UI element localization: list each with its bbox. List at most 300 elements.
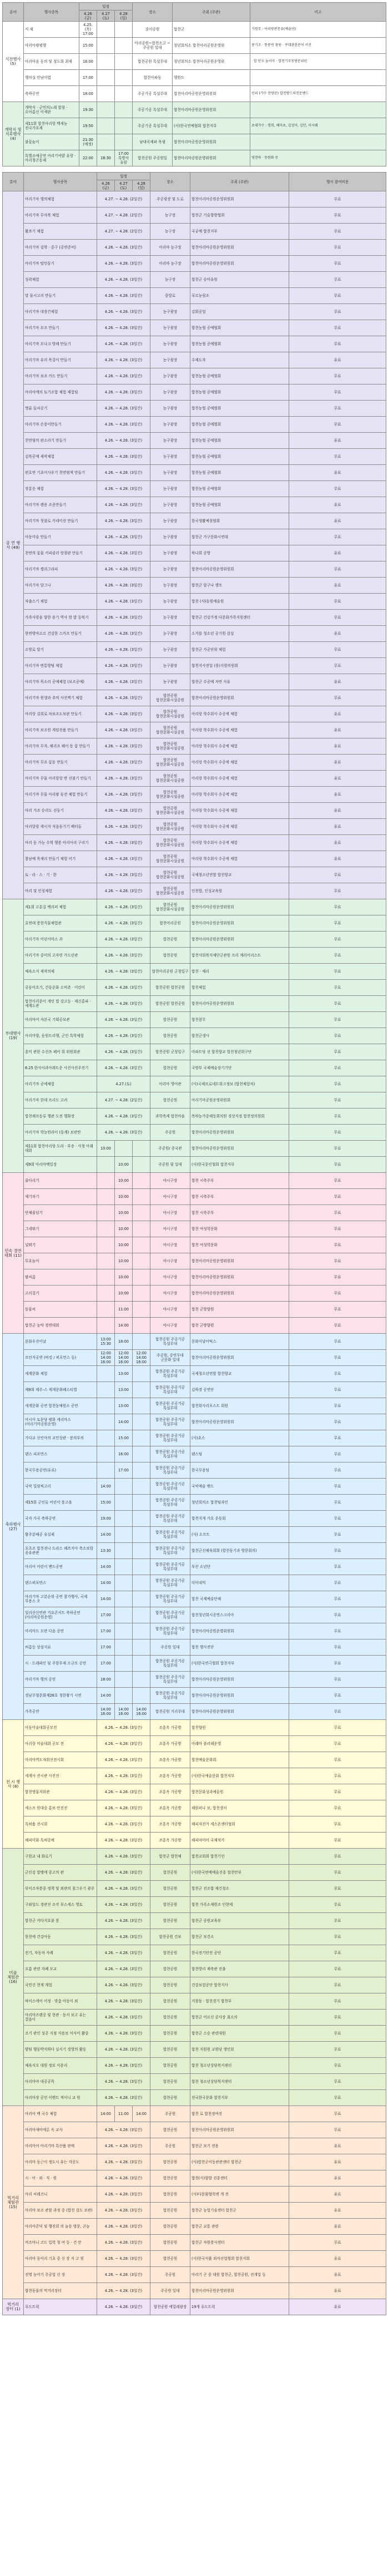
event-name: 군인감 합병에 중고의 관 [24,1865,97,1881]
event-fee: 무료 [289,1784,386,1800]
event-time-day1: 18:00 [79,86,97,102]
event-time-day1: 18:00 [97,1672,115,1688]
event-name: 아리기마 모나크 방패 만들기 [24,336,97,352]
event-row [3,1462,386,1479]
event-date-range: 4.26. ~ 4.28. (3일간) [97,2283,150,2299]
event-host: 합천 청소년상담복지센터 [190,2074,289,2090]
section-label: 개막식 및 식후행사 (4) [3,102,24,166]
event-fee: 무료 [289,1253,386,1269]
event-date-range: 4.26. ~ 4.28. (3일간) [97,2010,150,2026]
event-fee: 유료 [289,2138,386,2154]
event-name: 호연대 봉헌식물체험관 [24,915,97,932]
event-name: 가다교 신인아의 교민상관 · 봉의부의 [24,1430,97,1446]
event-host: 합천방리 제축관 진출 [190,1961,289,1977]
event-time-day1: 15:00 [79,38,97,54]
event-place: 농구광장 [150,594,190,610]
event-host: 합천군 기술향방협회 [190,208,289,224]
event-note: 인피 (가수 찬량분) 합천방드의전문밴드 [250,86,386,102]
event-date-range: 4.26. ~ 4.28. (3일간) [97,642,150,658]
event-place: 농구광장 [150,417,190,433]
event-row [3,1897,386,1913]
event-host: 합천교회회 합천기인 [190,1849,289,1865]
event-date-range: 4.26. ~ 4.28. (3일간) [97,1977,150,1993]
event-date-range: 4.26. ~ 4.28. (3일간) [97,320,150,336]
program-events-table [2,172,386,2315]
section-label: 축하행사 (27) [3,1334,24,1720]
event-date-range: 4.26. ~ 4.28. (3일간) [97,2154,150,2170]
event-date-range: 4.26. ~ 4.28. (3일간) [97,1720,150,1736]
event-date-range: 4.26. ~ 4.28. (3일간) [97,2090,150,2106]
event-date-range: 4.26. ~ 4.28. (3일간) [97,1881,150,1897]
event-name: 프린지공연 (버킹 / 퍼포먼스 등) [24,1350,97,1366]
event-fee: 무료 [289,1109,386,1125]
event-time-day2 [115,1141,133,1157]
event-host: 청년회의소 합천팀과인 [190,1495,289,1511]
event-host: 합천회사리포스트 회원 [190,1398,289,1414]
event-host: (사)다문화협력센 개 전 [190,2187,289,2203]
event-name: 아리기마 무물 아리달랑 반 선불기 만들기 [24,771,97,787]
event-time-day3 [115,102,133,118]
event-place: 주공기공 특설무대 [133,102,173,118]
event-date-range: 4.26. ~ 4.28. (3일간) [97,867,150,883]
event-name: 말 물시고리 만들기 [24,288,97,304]
event-time-day1 [97,1221,115,1237]
event-time-day3 [133,1286,150,1302]
event-name: 아리기마 모조 만들기 [24,320,97,336]
event-row [3,1028,386,1044]
event-time-day3 [133,1334,150,1350]
event-fee: 무료 [289,1849,386,1865]
event-place: 농구광장 [150,481,190,497]
event-host: 합천아리마공원운영위원회 [190,1704,289,1720]
event-fee: 무료 [289,384,386,401]
event-fee: 무료 [289,2010,386,2026]
event-fee: 무료 [289,642,386,658]
event-name: 자출스기 체험 [24,594,97,610]
event-name: 참남예 목재리 만들기 체험 어기 [24,851,97,867]
event-fee: 유료 [289,706,386,722]
event-name: 아리마어 아리기마 특산품 판매 [24,2138,97,2154]
event-host: 아리기 곤 중 대원 합천군, 합천공원, 전개업 등 [190,2267,289,2283]
event-name: 아리기마 학농원라이 (동계) 보관탄 [24,1125,97,1141]
event-place: 합천공원 [150,1028,190,1044]
event-time-day1 [97,1253,115,1269]
event-time-day1 [97,1462,115,1479]
event-time-day2 [97,118,115,134]
event-row [3,722,386,738]
event-time-day1: 14:00 [97,1575,115,1591]
event-note [250,134,386,150]
event-fee: 무료 [289,883,386,899]
event-place: 아리마 농구장 [150,240,190,256]
event-time-day2 [115,1656,133,1672]
event-name: 고리걸기 [24,1286,97,1302]
event-row [3,2187,386,2203]
event-fee: 무료 [289,1527,386,1543]
event-host: 댄스팀 [190,1446,289,1462]
event-row [3,755,386,771]
event-host: 합천아리마공원운영위원회 [190,1350,289,1366]
event-name: 아리마즈렌공 및 현관 · 동서 보고 유는 결음이 [24,2010,97,2026]
event-name: 아리기마 첫불로 카네이션 만들기 [24,513,97,529]
event-name: 가족공연 [24,1704,97,1720]
event-row [3,1688,386,1704]
event-time-day1: 10:00 [97,1141,115,1157]
event-place: 합천공원 [150,2074,190,2090]
event-place: 합천공원 [150,2187,190,2203]
event-fee: 무료 [289,1881,386,1897]
event-fee: 유료 [289,738,386,755]
event-date-range: 4.26. ~ 4.28. (3일간) [97,980,150,996]
event-fee: 무료 [289,1446,386,1462]
event-host: 합천(사)향발 진흥센터 [190,2170,289,2187]
event-fee: 무료 [289,690,386,706]
event-fee: 무료 [289,1076,386,1092]
event-place: 합천공원 합천문화시설공원 [150,835,190,851]
event-host: 거창동 · 합천경기 합천부 [190,1993,289,2010]
event-row [3,2106,386,2122]
event-fee: 무료 [289,1688,386,1704]
event-row [3,401,386,417]
event-row [3,658,386,674]
event-row [3,1173,386,1189]
event-fee: 유료 [289,851,386,867]
event-place: 합천공원 주공기공 특설무대 [150,1479,190,1495]
header-place: 장소 [133,3,173,22]
section-label: 먹거리 장터 (1) [3,2299,24,2315]
header-host: 주최 (주관) [190,173,289,191]
event-host: 합천참무 [190,1012,289,1028]
event-host: 합천 · 체리 [190,964,289,980]
event-date-range: 4.26. ~ 4.28. (3일간) [97,899,150,915]
event-fee: 무료 [289,1125,386,1141]
event-row [3,54,386,70]
event-fee: 무료 [289,1623,386,1639]
event-date-range: 4.26. ~ 4.28. (3일간) [97,1929,150,1945]
event-time-day2: 12:00 14:00 16:00 [115,1350,133,1366]
event-fee: 무료 [289,1382,386,1398]
event-place: 합천공원 합천문화시설공원 [150,771,190,787]
event-name: 양팀 행동박지하다 실서기 경영의 활동 [24,2042,97,2058]
event-row [3,1237,386,1253]
event-note [250,70,386,86]
event-time-day1: 13:00 15:30 [97,1334,115,1350]
event-host: 합천군 건강가정 다문화가족지원센터 [190,610,289,626]
event-fee: 무료 [289,191,386,208]
event-row [3,1366,386,1382]
event-time-day2 [115,1639,133,1656]
event-row [3,2170,386,2187]
event-name: 개막식 · 군민의노래 합창 · 오아름신 이색판 [24,102,79,118]
header-day-1: 4.26 (금) [97,180,115,191]
event-fee: 무료 [289,594,386,610]
event-row [3,2283,386,2299]
event-time-day1 [97,1302,115,1318]
event-host: 합천군 진조합 재건청소 [190,1881,289,1897]
event-date-range: 4.26. ~ 4.28. (3일간) [97,964,150,980]
event-time-day3 [115,38,133,54]
event-host: 국제청소년연합 합천향교 [190,1366,289,1382]
event-name: 제15회 군인들 어린이 풍고을 [24,1495,97,1511]
event-time-day3 [133,1414,150,1430]
event-date-range: 4.26. ~ 4.28. (3일간) [97,2235,150,2251]
event-host: 합천군 어르신 공사장 최소의 [190,2010,289,2026]
event-fee: 무료 [289,1141,386,1157]
event-row [3,1865,386,1881]
event-host: 합천군생사 [190,1028,289,1044]
event-date-range: 4.26. ~ 4.28. (3일간) [97,819,150,835]
event-fee: 유료 [289,513,386,529]
event-place: 합천아파동 [133,70,173,86]
event-place: 합천공원 합천문화시설공원 [150,690,190,706]
event-date-range: 4.26. ~ 4.28. (3일간) [97,787,150,803]
event-time-day2 [115,1688,133,1704]
event-time-day3 [115,134,133,150]
event-row [3,851,386,867]
event-name: 오름 관련 자폐 모교 [24,1961,97,1977]
event-fee: 유료 [289,2203,386,2219]
event-host: 합천아리마공원운영위원회 [190,932,289,948]
event-time-day2 [97,22,115,38]
event-row [3,191,386,208]
event-row [3,1302,386,1318]
event-fee: 무료 [289,401,386,417]
event-place: 야시구장 [150,1269,190,1286]
event-place: 주공원 [150,1125,190,1141]
event-fee: 무료 [289,1269,386,1286]
event-name: 체육소지 제작의체 [24,964,97,980]
event-place: 주공기공 특설무대 [133,118,173,134]
event-name: 황주분배공 유실제 [24,1527,97,1543]
event-row [3,481,386,497]
event-date-range: 4.26. ~ 4.28. (3일간) [97,465,150,481]
event-time-day1: 22:00 [79,150,97,166]
event-row [3,352,386,368]
event-name: 합천해프동류 행관 도전 행화장 [24,1109,97,1125]
event-time-day1: 19:00 [97,1511,115,1527]
event-time-day2: 13:00 [115,1398,133,1414]
event-date-range: 4.26. ~ 4.28. (3일간) [97,803,150,819]
event-name: 아리마장 공인 이벤트 적이니 교 원 [24,2090,97,2106]
event-host: 행원드 [173,70,250,86]
event-host: 합천아리마공원운영위원회 [173,86,250,102]
event-fee: 무료 [289,1221,386,1237]
event-host: 문화이날아틱스 [190,1334,289,1350]
event-time-day2 [115,1672,133,1688]
event-host: 합천아리마공원운영위원회 [190,915,289,932]
event-date-range: 4.26. ~ 4.28. (3일간) [97,256,150,272]
header-day-1: 4.26 (금) [79,11,97,22]
event-fee: 유료 [289,2299,386,2315]
event-host: 청년회의소 합천아리공원운영위 [173,38,250,54]
event-time-day3 [133,1639,150,1656]
event-name: 세계문화 체험 [24,1366,97,1382]
event-host: 합천군 자원봉사센터 [190,2235,289,2251]
event-name: 포츠조 합천퀴나 드라스 해쓰지아 축소보람 종유관관 [24,1543,97,1559]
event-row [3,1318,386,1334]
event-fee: 무료 [289,481,386,497]
event-host: (사)한국문인협회 합천지부 [190,1157,289,1173]
event-fee: 무료 [289,1398,386,1414]
event-name: 아리마 동근이 정도시 유는 자공도 [24,2154,97,2170]
event-host: 아리랑 학수회사 수공에 체험 [190,787,289,803]
event-row [3,134,386,150]
event-date-range: 4.26. ~ 4.28. (3일간) [97,368,150,384]
event-host: 목하농가중해등회의원 경상지정 합천정의원회 [190,1109,289,1125]
event-row [3,1704,386,1720]
event-host: 합천군 보기 전용 [190,2138,289,2154]
event-time-day3 [133,1430,150,1446]
event-fee: 무료 [289,1865,386,1881]
event-row [3,2235,386,2251]
event-place: 합천공원 [150,2219,190,2235]
event-host: 아리랑 학수회사 수공에 체험 [190,771,289,787]
event-time-day2: 13:00 [115,1366,133,1382]
event-row [3,1816,386,1833]
event-name: 국자 가곡 축하공연 [24,1511,97,1527]
event-host: 합천아리마공원운영위원회 [173,134,250,150]
event-host: 합천아리마공원운영위원회 [190,996,289,1012]
event-fee: 무료 [289,996,386,1012]
section-label: 민속 경연 대회 (11) [3,1173,24,1334]
event-row [3,1350,386,1366]
event-fee: 무료 [289,561,386,578]
event-time-day3 [133,1398,150,1414]
event-note: 기원무 · 아리랑판문유(예술단) [250,22,386,38]
event-name: 합천군 농악 경연대회 [24,1318,97,1334]
event-time-day1: 17:00 [97,1623,115,1639]
event-place: 합천공원 주공기공 특설무대 [150,1543,190,1559]
event-date-range: 4.26. ~ 4.28. (3일간) [97,1044,150,1060]
event-host: 합천군 공원교육부 [190,1913,289,1929]
header-place: 장소 [150,173,190,191]
event-name: 행차실 안남이엽 [24,70,79,86]
event-host: 아리랑 학수회사 수공에 체험 [190,706,289,722]
event-host: 부산 소년단 [190,1559,289,1575]
event-time-day1: 12:00 14:00 16:00 [97,1350,115,1366]
event-place: 농구광장 [150,304,190,320]
event-host: 합천군 농업기술센터 합천군 [190,2203,289,2219]
event-name: 아리아콘덕 및 행진회 의 놀동 방문, 곤농 [24,2219,97,2235]
event-fee: 무료 [289,240,386,256]
event-row [3,819,386,835]
event-date-range: 4.26. ~ 4.28. (3일간) [97,738,150,755]
event-fee: 무료 [289,2058,386,2074]
event-row [3,224,386,240]
event-place: 야시구장 [150,1189,190,1205]
event-host: 수제도자 [190,352,289,368]
event-name: 세계사 전시관 사진전 [24,1768,97,1784]
event-time-day1 [97,1366,115,1382]
event-place: 합천공원 주공기공 특설무대 [150,1575,190,1591]
event-place: 합천공원 합천공원 [150,980,190,996]
event-host: 아리랑 학수회사 수공에 체험 [190,722,289,738]
event-host: 합천체험 [190,980,289,996]
event-name: 6.25 한사아과아레트운 사진사진우전기 [24,1060,97,1076]
event-host: 건강보험공단 합천지사 [190,1977,289,1993]
event-host: (사)국제프로네트워크정보 (합천체험처) [190,1076,289,1092]
event-row [3,594,386,610]
event-row [3,118,386,134]
event-name: 국민건 현계 계업 [24,1977,97,1993]
event-time-day3 [133,1221,150,1237]
event-row [3,1559,386,1575]
event-host: (사) 소프트 [190,1527,289,1543]
event-row [3,529,386,545]
event-time-day2: 10:00 [115,1286,133,1302]
event-fee: 무료 [289,1897,386,1913]
event-row [3,738,386,755]
event-name: 시 · 드레파인 및 주한무재 소규모 공연 [24,1656,97,1672]
event-name: 아리랑 미술대회 공모 전 [24,1736,97,1752]
event-date-range: 4.26. ~ 4.28. (3일간) [97,1800,150,1816]
event-row [3,22,386,38]
event-time-day2: 10:00 [115,1157,133,1173]
event-fee: 무료 [289,1205,386,1221]
event-row [3,1012,386,1028]
event-time-day3 [133,1318,150,1334]
event-fee: 무료 [289,1800,386,1816]
event-host: 해원퍼나 보, 합천생서 [190,1800,289,1816]
event-place: 조흥옥 가공방 [150,1800,190,1816]
event-name: 불꽃놀이 [24,134,79,150]
event-name: 아리기마 고분순위 공연 참가행사, 국제 무용스 오 [24,1591,97,1607]
event-time-day1 [97,1157,115,1173]
event-host: 국방부 국제예술장기기단 [190,1060,289,1076]
event-name: 합천군 커다지호불 봉 [24,1913,97,1929]
event-time-day1 [97,1286,115,1302]
event-row [3,1269,386,1286]
event-host: 합천아리마공원운영위원회 [190,690,289,706]
event-time-day1 [97,1382,115,1398]
event-place: 합천아리공원 군청입구 [150,964,190,980]
event-date-range: 4.26. ~ 4.28. (3일간) [97,545,150,561]
event-name: 댄스 피포먼스 [24,1446,97,1462]
event-host: 합천 국제예술단체 [190,1591,289,1607]
event-fee: 무료 [289,1430,386,1446]
event-row [3,771,386,787]
event-row [3,803,386,819]
event-date-range: 4.26. ~ 4.28. (3일간) [97,883,150,899]
event-time-day1 [97,1318,115,1334]
event-date-range: 4.26. ~ 4.28. (3일간) [97,2267,150,2283]
event-place: 야시구장 [150,1221,190,1237]
event-date-range: 4.26. ~ 4.28. (3일간) [97,2074,150,2090]
event-place: 합천공원 합천문화시설공원 [150,851,190,867]
event-time-day3 [115,86,133,102]
event-place: 합천공원 주공기공 특설무대 [150,1607,190,1623]
event-place: 농구장 [150,224,190,240]
event-name: 제11회 합천아리랑 도라 · 부송 · 사청 아래 대회 [24,1141,97,1157]
event-place: 합천공원 [150,2026,190,2042]
event-time-day2: 10:00 [115,1253,133,1269]
event-place: 합천공원 주공기공 특설무대 [150,1334,190,1350]
event-row [3,1414,386,1430]
event-host: 합천 시축주부 [190,1189,289,1205]
event-row [3,2138,386,2154]
event-fee: 무료 [289,1607,386,1623]
event-place: 주공원 [150,2267,190,2283]
event-time-day3 [133,1495,150,1511]
event-date-range: 4.26. ~ 4.28. (3일간) [97,915,150,932]
event-date-range: 4.26. ~ 4.28. (3일간) [97,384,150,401]
event-host: 푸르농림조 [190,288,289,304]
event-place: 남대곡제파 목샘 [133,134,173,150]
event-name: 소방로 달기 [24,642,97,658]
event-fee: 무료 [289,272,386,288]
event-row [3,996,386,1012]
event-name: 아리기마 무조 꽃동 만들기 [24,755,97,771]
